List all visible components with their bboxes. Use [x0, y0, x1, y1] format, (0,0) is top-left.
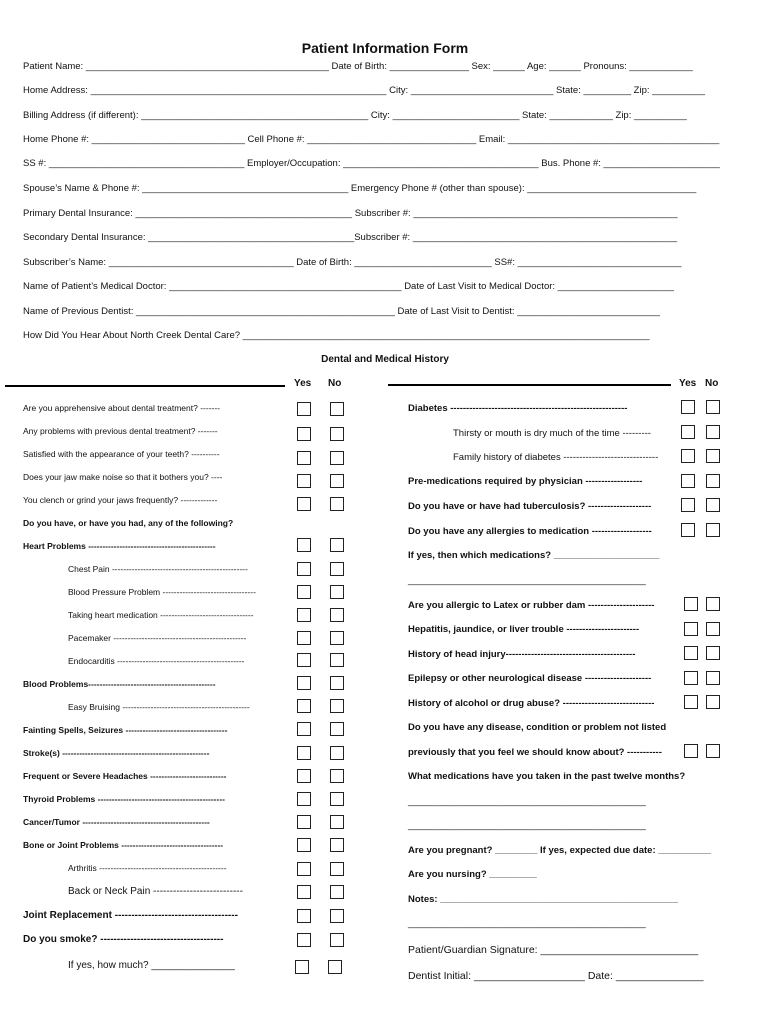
question-cancer: Cancer/Tumor --------------------------------------------- [23, 817, 210, 827]
notes-line-2: _____________________________________________ [408, 918, 646, 929]
checkbox-diabetes-yes[interactable] [681, 400, 695, 414]
home-address-line: Home Address: ________________________________________________________ City: ___________________________ State: _________ Zip: __________ [23, 85, 705, 96]
phone-line: Home Phone #: _____________________________ Cell Phone #: ________________________________ Email: ________________________________________ [23, 134, 720, 145]
checkbox-smoke-amount-yes[interactable] [295, 960, 309, 974]
checkbox-allergies-no[interactable] [706, 523, 720, 537]
question-other-disease: Do you have any disease, condition or problem not listed [408, 722, 667, 733]
question-chest-pain: Chest Pain ------------------------------------------------ [68, 564, 248, 574]
checkbox-blood-problems-yes[interactable] [297, 676, 311, 690]
question-blood-problems: Blood Problems--------------------------------------------- [23, 679, 216, 689]
question-epilepsy: Epilepsy or other neurological disease --------------------- [408, 673, 652, 684]
past-medications-line-1: _____________________________________________ [408, 796, 646, 807]
question-stroke: Stroke(s) ---------------------------------------------------- [23, 748, 210, 758]
checkbox-stroke-yes[interactable] [297, 746, 311, 760]
checkbox-headaches-yes[interactable] [297, 769, 311, 783]
question-appearance: Satisfied with the appearance of your teeth? ---------- [23, 449, 220, 459]
checkbox-other-disease-no[interactable] [706, 744, 720, 758]
question-have-had-heading: Do you have, or have you had, any of the following? [23, 518, 234, 528]
previous-dentist-line: Name of Previous Dentist: _________________________________________________ Date of Last Visit to Dentist: ___________________________ [23, 306, 660, 317]
left-divider [5, 385, 285, 387]
left-no-header: No [328, 378, 342, 389]
checkbox-joint-replacement-no[interactable] [330, 909, 344, 923]
checkbox-appearance-yes[interactable] [297, 451, 311, 465]
checkbox-blood-pressure-no[interactable] [330, 585, 344, 599]
signature-line: Patient/Guardian Signature: ___________________________ [408, 944, 699, 956]
checkbox-clench-no[interactable] [330, 497, 344, 511]
checkbox-heart-medication-yes[interactable] [297, 608, 311, 622]
question-premedication: Pre-medications required by physician ------------------ [408, 476, 643, 487]
checkbox-hepatitis-no[interactable] [706, 622, 720, 636]
checkbox-premedication-yes[interactable] [681, 474, 695, 488]
checkbox-back-neck-no[interactable] [330, 885, 344, 899]
checkbox-alcohol-drug-no[interactable] [706, 695, 720, 709]
checkbox-head-injury-yes[interactable] [684, 646, 698, 660]
checkbox-appearance-no[interactable] [330, 451, 344, 465]
checkbox-heart-problems-no[interactable] [330, 538, 344, 552]
question-apprehensive: Are you apprehensive about dental treatment? ------- [23, 403, 221, 413]
checkbox-apprehensive-no[interactable] [330, 402, 344, 416]
checkbox-previous-problems-no[interactable] [330, 427, 344, 441]
checkbox-diabetes-no[interactable] [706, 400, 720, 414]
checkbox-chest-pain-no[interactable] [330, 562, 344, 576]
checkbox-family-diabetes-yes[interactable] [681, 449, 695, 463]
question-pregnant: Are you pregnant? ________ If yes, expected due date: __________ [408, 845, 712, 856]
question-diabetes: Diabetes -------------------------------------------------------- [408, 403, 628, 414]
question-previous-problems: Any problems with previous dental treatment? ------- [23, 426, 218, 436]
question-arthritis: Arthritis --------------------------------------------- [68, 863, 227, 873]
checkbox-endocarditis-yes[interactable] [297, 653, 311, 667]
checkbox-fainting-yes[interactable] [297, 722, 311, 736]
checkbox-heart-medication-no[interactable] [330, 608, 344, 622]
question-back-neck: Back or Neck Pain --------------------------- [68, 886, 243, 897]
checkbox-thirsty-yes[interactable] [681, 425, 695, 439]
checkbox-cancer-no[interactable] [330, 815, 344, 829]
question-pacemaker: Pacemaker ----------------------------------------------- [68, 633, 247, 643]
checkbox-thyroid-no[interactable] [330, 792, 344, 806]
checkbox-clench-yes[interactable] [297, 497, 311, 511]
checkbox-smoke-no[interactable] [330, 933, 344, 947]
question-heart-problems: Heart Problems --------------------------------------------- [23, 541, 216, 551]
billing-address-line: Billing Address (if different): ___________________________________________ City: ________________________ State: ____________ Zip: __________ [23, 110, 687, 121]
question-thirsty: Thirsty or mouth is dry much of the time --------- [453, 428, 651, 439]
question-other-disease-cont: previously that you feel we should know about? ----------- [408, 747, 662, 758]
medications-blank-line: _____________________________________________ [408, 575, 646, 586]
checkbox-blood-pressure-yes[interactable] [297, 585, 311, 599]
question-headaches: Frequent or Severe Headaches --------------------------- [23, 771, 227, 781]
checkbox-latex-yes[interactable] [684, 597, 698, 611]
checkbox-stroke-no[interactable] [330, 746, 344, 760]
checkbox-epilepsy-no[interactable] [706, 671, 720, 685]
checkbox-tuberculosis-yes[interactable] [681, 498, 695, 512]
checkbox-bone-joint-yes[interactable] [297, 838, 311, 852]
checkbox-bone-joint-no[interactable] [330, 838, 344, 852]
checkbox-joint-replacement-yes[interactable] [297, 909, 311, 923]
patient-name-line: Patient Name: ______________________________________________ Date of Birth: _______________ Sex: ______ Age: ______ Pronouns: ____________ [23, 61, 693, 72]
question-joint-replacement: Joint Replacement ------------------------------------- [23, 910, 238, 921]
checkbox-back-neck-yes[interactable] [297, 885, 311, 899]
question-thyroid: Thyroid Problems --------------------------------------------- [23, 794, 225, 804]
question-smoke-amount: If yes, how much? _______________ [68, 960, 235, 971]
checkbox-smoke-yes[interactable] [297, 933, 311, 947]
checkbox-easy-bruising-yes[interactable] [297, 699, 311, 713]
question-easy-bruising: Easy Bruising --------------------------------------------- [68, 702, 250, 712]
question-past-medications: What medications have you taken in the past twelve months? [408, 771, 686, 782]
question-smoke: Do you smoke? ------------------------------------- [23, 934, 224, 945]
checkbox-jaw-noise-no[interactable] [330, 474, 344, 488]
checkbox-tuberculosis-no[interactable] [706, 498, 720, 512]
secondary-insurance-line: Secondary Dental Insurance: _______________________________________Subscriber #: __________________________________________________ [23, 232, 677, 243]
checkbox-apprehensive-yes[interactable] [297, 402, 311, 416]
right-yes-header: Yes [679, 378, 697, 389]
dentist-initial-line: Dentist Initial: ___________________ Date: _______________ [408, 970, 704, 982]
question-blood-pressure: Blood Pressure Problem --------------------------------- [68, 587, 256, 597]
checkbox-other-disease-yes[interactable] [684, 744, 698, 758]
checkbox-headaches-no[interactable] [330, 769, 344, 783]
question-heart-medication: Taking heart medication --------------------------------- [68, 610, 254, 620]
left-yes-header: Yes [294, 378, 312, 389]
checkbox-thirsty-no[interactable] [706, 425, 720, 439]
question-endocarditis: Endocarditis --------------------------------------------- [68, 656, 245, 666]
question-hepatitis: Hepatitis, jaundice, or liver trouble ----------------------- [408, 624, 640, 635]
question-latex: Are you allergic to Latex or rubber dam --------------------- [408, 600, 655, 611]
checkbox-pacemaker-no[interactable] [330, 631, 344, 645]
question-which-medications: If yes, then which medications? ____________________ [408, 550, 660, 561]
question-allergies: Do you have any allergies to medication ------------------- [408, 526, 652, 537]
checkbox-cancer-yes[interactable] [297, 815, 311, 829]
ss-employer-line: SS #: _____________________________________ Employer/Occupation: _____________________________________ Bus. Phone #: ______________________ [23, 158, 720, 169]
right-divider [388, 384, 671, 386]
checkbox-thyroid-yes[interactable] [297, 792, 311, 806]
checkbox-endocarditis-no[interactable] [330, 653, 344, 667]
subscriber-line: Subscriber’s Name: ___________________________________ Date of Birth: __________________________ SS#: _______________________________ [23, 257, 682, 268]
checkbox-smoke-amount-no[interactable] [328, 960, 342, 974]
question-clench: You clench or grind your jaws frequently? ------------- [23, 495, 218, 505]
checkbox-blood-problems-no[interactable] [330, 676, 344, 690]
checkbox-pacemaker-yes[interactable] [297, 631, 311, 645]
checkbox-easy-bruising-no[interactable] [330, 699, 344, 713]
checkbox-arthritis-yes[interactable] [297, 862, 311, 876]
question-tuberculosis: Do you have or have had tuberculosis? -------------------- [408, 501, 652, 512]
checkbox-arthritis-no[interactable] [330, 862, 344, 876]
notes-line: Notes: _____________________________________________ [408, 894, 678, 905]
question-alcohol-drug: History of alcohol or drug abuse? ----------------------------- [408, 698, 655, 709]
checkbox-premedication-no[interactable] [706, 474, 720, 488]
checkbox-head-injury-no[interactable] [706, 646, 720, 660]
checkbox-alcohol-drug-yes[interactable] [684, 695, 698, 709]
question-jaw-noise: Does your jaw make noise so that it bothers you? ---- [23, 472, 223, 482]
past-medications-line-2: _____________________________________________ [408, 820, 646, 831]
question-fainting: Fainting Spells, Seizures ------------------------------------ [23, 725, 228, 735]
checkbox-family-diabetes-no[interactable] [706, 449, 720, 463]
checkbox-jaw-noise-yes[interactable] [297, 474, 311, 488]
checkbox-fainting-no[interactable] [330, 722, 344, 736]
referral-line: How Did You Hear About North Creek Dental Care? _____________________________________________________________________________ [23, 330, 650, 341]
form-title: Patient Information Form [301, 40, 469, 56]
medical-doctor-line: Name of Patient’s Medical Doctor: ____________________________________________ Date of Last Visit to Medical Doctor: ______________________ [23, 281, 674, 292]
checkbox-latex-no[interactable] [706, 597, 720, 611]
question-head-injury: History of head injury----------------------------------------- [408, 649, 636, 660]
section-title: Dental and Medical History [321, 354, 449, 365]
checkbox-allergies-yes[interactable] [681, 523, 695, 537]
question-bone-joint: Bone or Joint Problems ------------------------------------ [23, 840, 224, 850]
checkbox-hepatitis-yes[interactable] [684, 622, 698, 636]
checkbox-epilepsy-yes[interactable] [684, 671, 698, 685]
question-nursing: Are you nursing? _________ [408, 869, 537, 880]
checkbox-chest-pain-yes[interactable] [297, 562, 311, 576]
primary-insurance-line: Primary Dental Insurance: _________________________________________ Subscriber #: __________________________________________________ [23, 208, 678, 219]
question-family-diabetes: Family history of diabetes ------------------------------ [453, 452, 659, 463]
spouse-emergency-line: Spouse’s Name & Phone #: _______________________________________ Emergency Phone # (other than spouse): ________________________________ [23, 183, 697, 194]
checkbox-previous-problems-yes[interactable] [297, 427, 311, 441]
checkbox-heart-problems-yes[interactable] [297, 538, 311, 552]
right-no-header: No [705, 378, 719, 389]
